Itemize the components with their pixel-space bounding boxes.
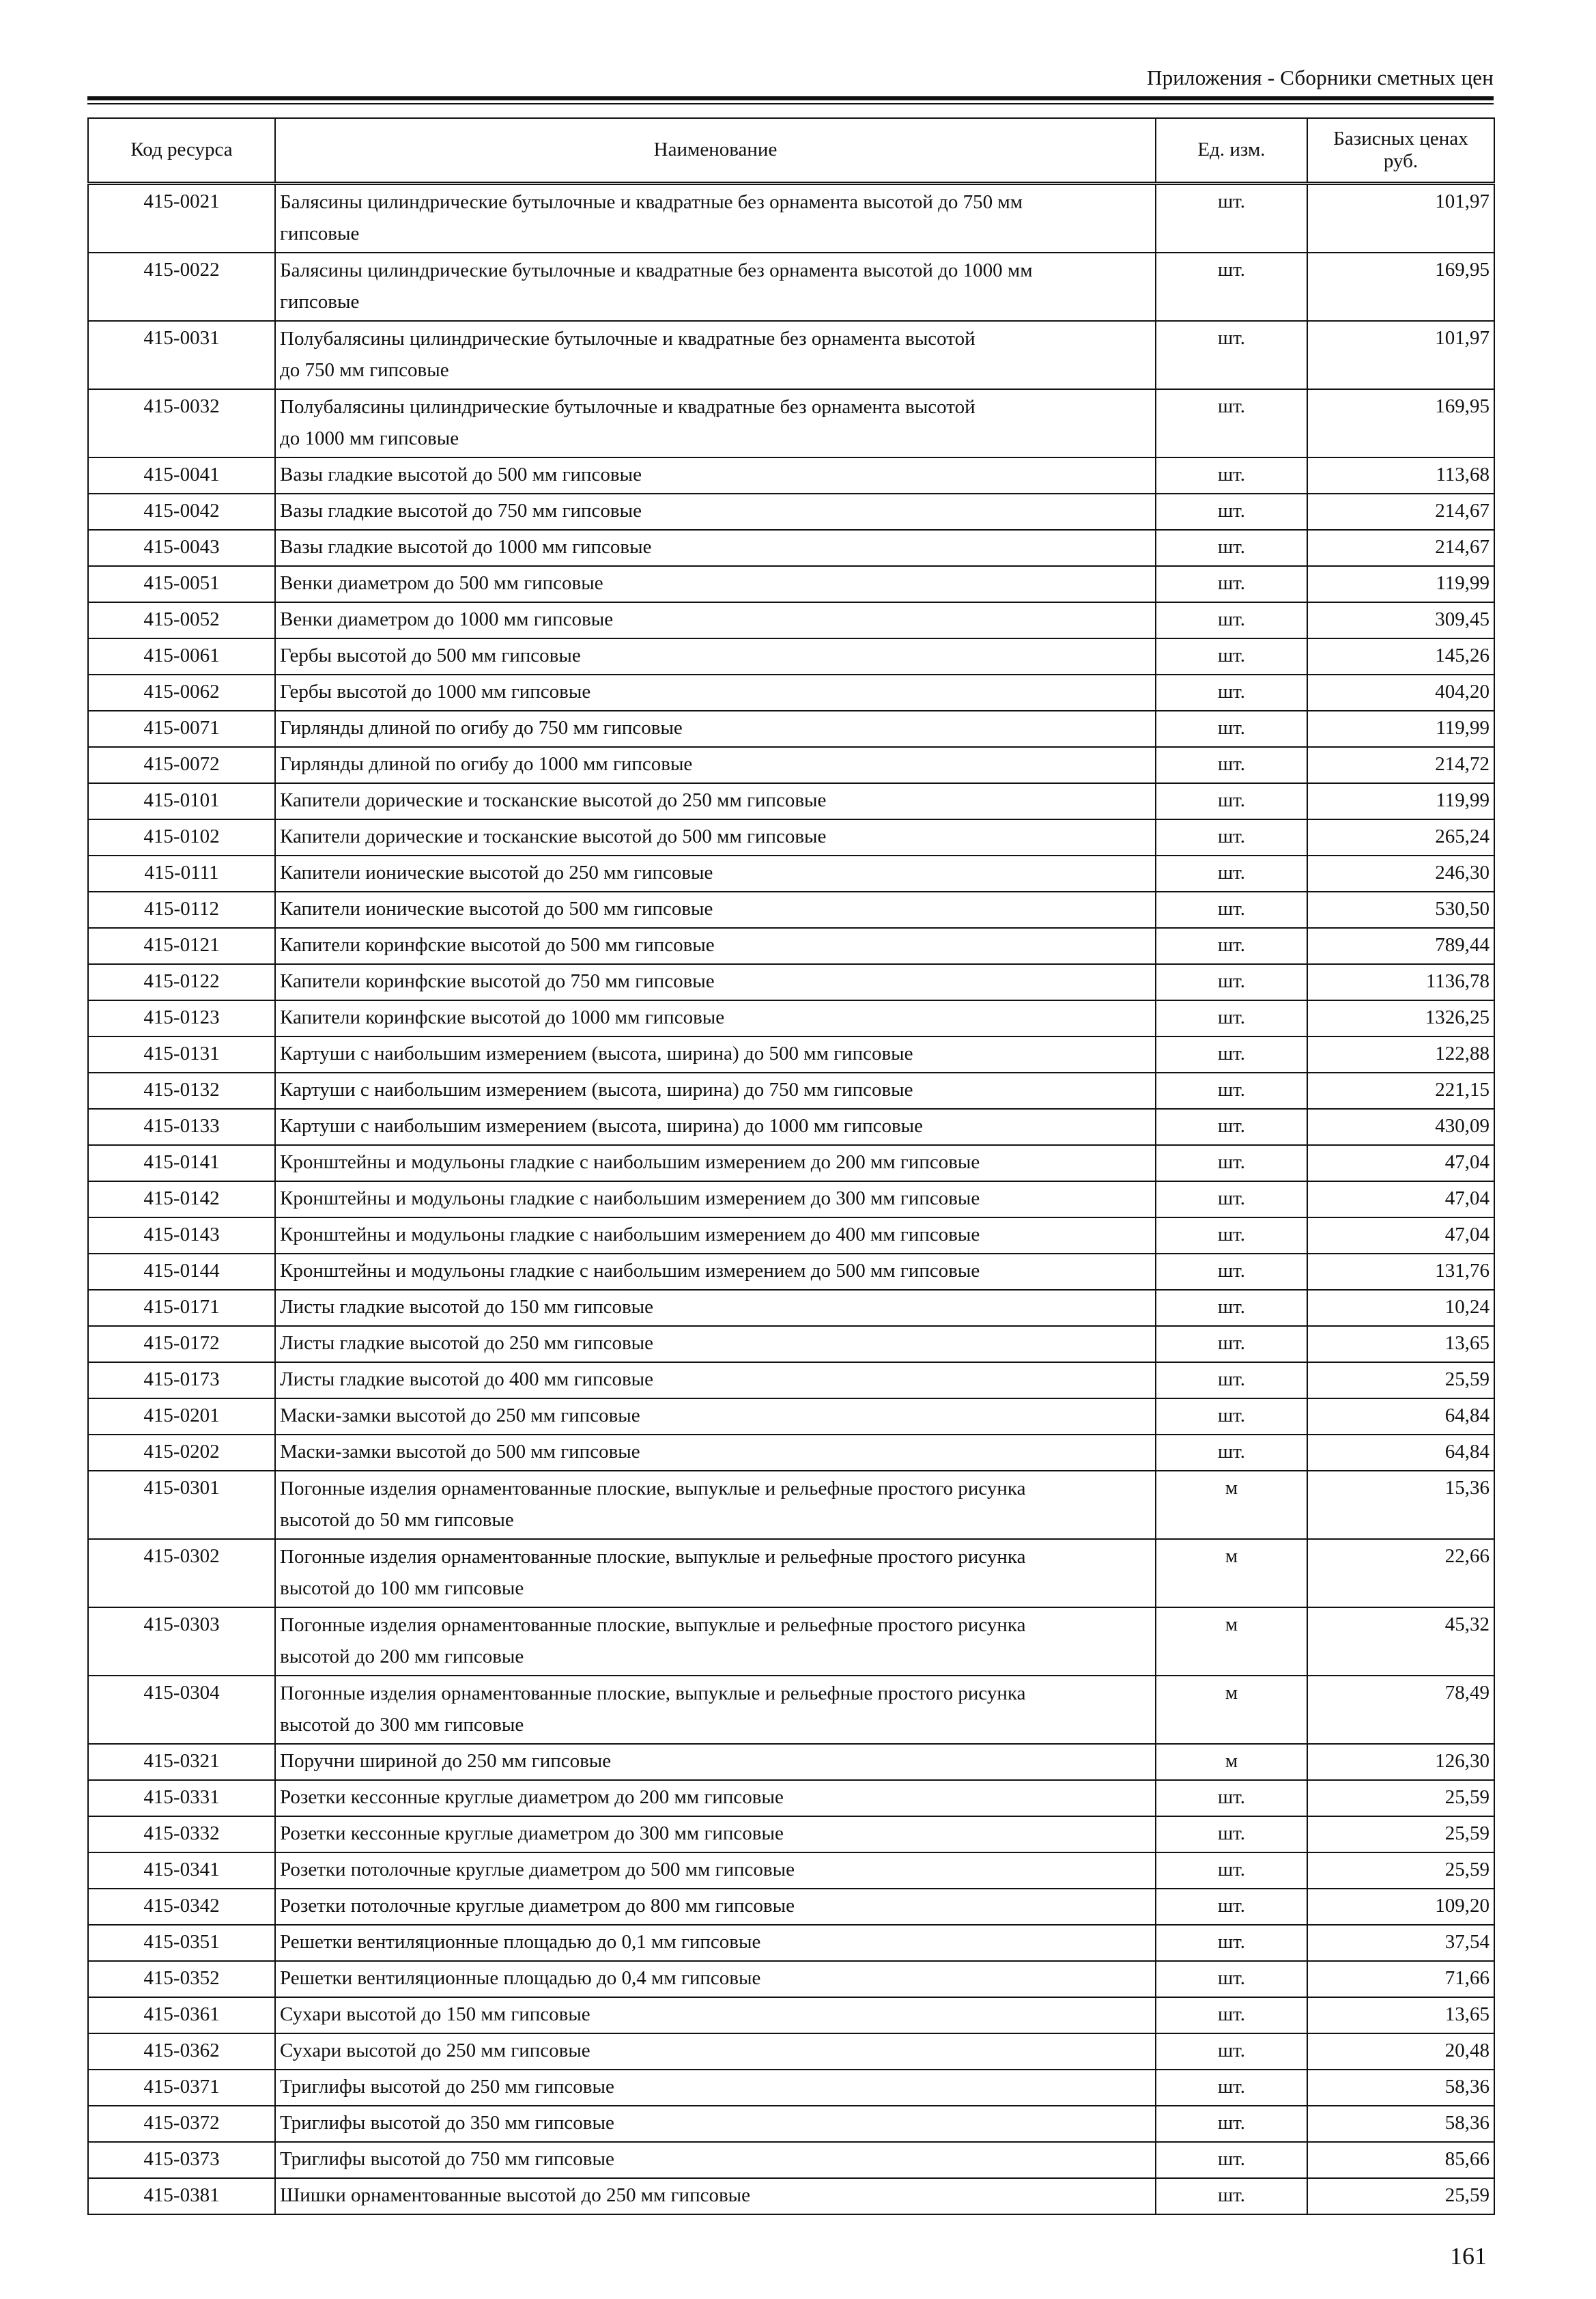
cell-item-name: Венки диаметром до 500 мм гипсовые bbox=[275, 566, 1156, 602]
cell-resource-code: 415-0302 bbox=[88, 1539, 275, 1607]
cell-unit: шт. bbox=[1156, 1217, 1307, 1254]
cell-item-name: Кронштейны и модульоны гладкие с наибольшим измерением до 500 мм гипсовые bbox=[275, 1254, 1156, 1290]
cell-unit: шт. bbox=[1156, 1997, 1307, 2033]
cell-unit: шт. bbox=[1156, 184, 1307, 253]
cell-item-name: Гербы высотой до 500 мм гипсовые bbox=[275, 638, 1156, 675]
table-row bbox=[88, 1073, 1494, 1109]
cell-unit: шт. bbox=[1156, 1254, 1307, 1290]
cell-item-name: Розетки кессонные круглые диаметром до 300 мм гипсовые bbox=[275, 1816, 1156, 1852]
table-row bbox=[88, 2070, 1494, 2106]
table-row bbox=[88, 2142, 1494, 2178]
cell-unit: шт. bbox=[1156, 457, 1307, 494]
cell-item-name: Вазы гладкие высотой до 500 мм гипсовые bbox=[275, 457, 1156, 494]
cell-resource-code: 415-0351 bbox=[88, 1925, 275, 1961]
cell-base-price: 85,66 bbox=[1307, 2142, 1494, 2178]
cell-item-name: Гирлянды длиной по огибу до 750 мм гипсовые bbox=[275, 711, 1156, 747]
cell-item-name: Розетки кессонные круглые диаметром до 200 мм гипсовые bbox=[275, 1780, 1156, 1816]
cell-item-name: Триглифы высотой до 350 мм гипсовые bbox=[275, 2106, 1156, 2142]
cell-item-name: Розетки потолочные круглые диаметром до 800 мм гипсовые bbox=[275, 1889, 1156, 1925]
cell-resource-code: 415-0041 bbox=[88, 457, 275, 494]
table-row bbox=[88, 747, 1494, 783]
cell-resource-code: 415-0143 bbox=[88, 1217, 275, 1254]
table-row bbox=[88, 1961, 1494, 1997]
cell-resource-code: 415-0371 bbox=[88, 2070, 275, 2106]
table-row bbox=[88, 2106, 1494, 2142]
cell-item-name: Капители коринфские высотой до 500 мм гипсовые bbox=[275, 928, 1156, 964]
cell-unit: шт. bbox=[1156, 1290, 1307, 1326]
cell-resource-code: 415-0022 bbox=[88, 253, 275, 321]
table-row bbox=[88, 1362, 1494, 1398]
table-row bbox=[88, 2033, 1494, 2070]
cell-resource-code: 415-0342 bbox=[88, 1889, 275, 1925]
cell-unit: шт. bbox=[1156, 1109, 1307, 1145]
cell-resource-code: 415-0061 bbox=[88, 638, 275, 675]
cell-resource-code: 415-0352 bbox=[88, 1961, 275, 1997]
cell-base-price: 25,59 bbox=[1307, 1816, 1494, 1852]
cell-unit: шт. bbox=[1156, 1326, 1307, 1362]
cell-item-name: Полубалясины цилиндрические бутылочные и квадратные без орнамента высотой до 1000 мм гипсовые bbox=[275, 389, 1156, 457]
cell-resource-code: 415-0051 bbox=[88, 566, 275, 602]
cell-base-price: 25,59 bbox=[1307, 1852, 1494, 1889]
column-header-name: Наименование bbox=[275, 118, 1156, 184]
table-row bbox=[88, 1217, 1494, 1254]
cell-item-name: Вазы гладкие высотой до 1000 мм гипсовые bbox=[275, 530, 1156, 566]
table-row bbox=[88, 856, 1494, 892]
cell-base-price: 131,76 bbox=[1307, 1254, 1494, 1290]
table-row bbox=[88, 1816, 1494, 1852]
cell-base-price: 169,95 bbox=[1307, 389, 1494, 457]
cell-unit: м bbox=[1156, 1744, 1307, 1780]
cell-item-name: Балясины цилиндрические бутылочные и квадратные без орнамента высотой до 750 мм гипсовые bbox=[275, 184, 1156, 253]
cell-unit: шт. bbox=[1156, 1816, 1307, 1852]
cell-base-price: 113,68 bbox=[1307, 457, 1494, 494]
table-header bbox=[88, 118, 1494, 184]
table-row bbox=[88, 1036, 1494, 1073]
table-row bbox=[88, 1398, 1494, 1435]
table-row bbox=[88, 1925, 1494, 1961]
cell-item-name: Балясины цилиндрические бутылочные и квадратные без орнамента высотой до 1000 мм гипсовые bbox=[275, 253, 1156, 321]
cell-unit: шт. bbox=[1156, 1362, 1307, 1398]
cell-resource-code: 415-0062 bbox=[88, 675, 275, 711]
cell-resource-code: 415-0072 bbox=[88, 747, 275, 783]
cell-base-price: 20,48 bbox=[1307, 2033, 1494, 2070]
cell-item-name: Погонные изделия орнаментованные плоские, выпуклые и рельефные простого рисунка высотой до 50 мм гипсовые bbox=[275, 1471, 1156, 1539]
cell-item-name: Листы гладкие высотой до 150 мм гипсовые bbox=[275, 1290, 1156, 1326]
cell-unit: шт. bbox=[1156, 1780, 1307, 1816]
cell-item-name: Венки диаметром до 1000 мм гипсовые bbox=[275, 602, 1156, 638]
cell-item-name: Капители дорические и тосканские высотой до 500 мм гипсовые bbox=[275, 819, 1156, 856]
cell-resource-code: 415-0122 bbox=[88, 964, 275, 1000]
cell-resource-code: 415-0373 bbox=[88, 2142, 275, 2178]
table-row bbox=[88, 1000, 1494, 1036]
cell-resource-code: 415-0031 bbox=[88, 321, 275, 389]
cell-base-price: 71,66 bbox=[1307, 1961, 1494, 1997]
cell-resource-code: 415-0131 bbox=[88, 1036, 275, 1073]
cell-base-price: 13,65 bbox=[1307, 1997, 1494, 2033]
cell-unit: шт. bbox=[1156, 638, 1307, 675]
cell-resource-code: 415-0202 bbox=[88, 1435, 275, 1471]
cell-unit: шт. bbox=[1156, 928, 1307, 964]
cell-resource-code: 415-0332 bbox=[88, 1816, 275, 1852]
cell-unit: шт. bbox=[1156, 711, 1307, 747]
cell-unit: шт. bbox=[1156, 321, 1307, 389]
cell-unit: м bbox=[1156, 1607, 1307, 1676]
cell-unit: шт. bbox=[1156, 819, 1307, 856]
cell-unit: шт. bbox=[1156, 1961, 1307, 1997]
table-row bbox=[88, 1997, 1494, 2033]
cell-item-name: Маски-замки высотой до 250 мм гипсовые bbox=[275, 1398, 1156, 1435]
cell-item-name: Капители ионические высотой до 500 мм гипсовые bbox=[275, 892, 1156, 928]
cell-unit: шт. bbox=[1156, 1925, 1307, 1961]
cell-item-name: Капители ионические высотой до 250 мм гипсовые bbox=[275, 856, 1156, 892]
cell-item-name: Сухари высотой до 250 мм гипсовые bbox=[275, 2033, 1156, 2070]
cell-base-price: 119,99 bbox=[1307, 783, 1494, 819]
header-rule-thin bbox=[87, 103, 1494, 104]
table-row bbox=[88, 638, 1494, 675]
cell-unit: шт. bbox=[1156, 1145, 1307, 1181]
cell-base-price: 101,97 bbox=[1307, 184, 1494, 253]
table-row bbox=[88, 253, 1494, 321]
cell-unit: шт. bbox=[1156, 1889, 1307, 1925]
header-rule-thick bbox=[87, 96, 1494, 100]
table-row bbox=[88, 1326, 1494, 1362]
cell-item-name: Решетки вентиляционные площадью до 0,1 мм гипсовые bbox=[275, 1925, 1156, 1961]
cell-unit: шт. bbox=[1156, 530, 1307, 566]
cell-unit: шт. bbox=[1156, 892, 1307, 928]
cell-resource-code: 415-0142 bbox=[88, 1181, 275, 1217]
cell-base-price: 10,24 bbox=[1307, 1290, 1494, 1326]
cell-unit: м bbox=[1156, 1471, 1307, 1539]
cell-item-name: Вазы гладкие высотой до 750 мм гипсовые bbox=[275, 494, 1156, 530]
cell-base-price: 25,59 bbox=[1307, 2178, 1494, 2214]
cell-resource-code: 415-0172 bbox=[88, 1326, 275, 1362]
cell-resource-code: 415-0121 bbox=[88, 928, 275, 964]
cell-resource-code: 415-0201 bbox=[88, 1398, 275, 1435]
cell-base-price: 101,97 bbox=[1307, 321, 1494, 389]
table-row bbox=[88, 1539, 1494, 1607]
cell-unit: шт. bbox=[1156, 2142, 1307, 2178]
cell-resource-code: 415-0301 bbox=[88, 1471, 275, 1539]
table-row bbox=[88, 1109, 1494, 1145]
cell-base-price: 64,84 bbox=[1307, 1435, 1494, 1471]
cell-item-name: Листы гладкие высотой до 250 мм гипсовые bbox=[275, 1326, 1156, 1362]
cell-unit: шт. bbox=[1156, 1398, 1307, 1435]
cell-base-price: 15,36 bbox=[1307, 1471, 1494, 1539]
cell-base-price: 126,30 bbox=[1307, 1744, 1494, 1780]
cell-resource-code: 415-0173 bbox=[88, 1362, 275, 1398]
cell-base-price: 37,54 bbox=[1307, 1925, 1494, 1961]
cell-unit: шт. bbox=[1156, 2106, 1307, 2142]
column-header-price: Базисных ценах руб. bbox=[1307, 118, 1494, 184]
table-row bbox=[88, 711, 1494, 747]
cell-base-price: 13,65 bbox=[1307, 1326, 1494, 1362]
cell-base-price: 45,32 bbox=[1307, 1607, 1494, 1676]
cell-base-price: 109,20 bbox=[1307, 1889, 1494, 1925]
cell-item-name: Погонные изделия орнаментованные плоские, выпуклые и рельефные простого рисунка высотой до 200 мм гипсовые bbox=[275, 1607, 1156, 1676]
cell-base-price: 64,84 bbox=[1307, 1398, 1494, 1435]
cell-base-price: 47,04 bbox=[1307, 1217, 1494, 1254]
cell-unit: шт. bbox=[1156, 783, 1307, 819]
cell-resource-code: 415-0381 bbox=[88, 2178, 275, 2214]
table-row bbox=[88, 1145, 1494, 1181]
cell-resource-code: 415-0043 bbox=[88, 530, 275, 566]
cell-resource-code: 415-0052 bbox=[88, 602, 275, 638]
cell-base-price: 25,59 bbox=[1307, 1362, 1494, 1398]
cell-base-price: 246,30 bbox=[1307, 856, 1494, 892]
table-row bbox=[88, 321, 1494, 389]
cell-resource-code: 415-0111 bbox=[88, 856, 275, 892]
cell-unit: шт. bbox=[1156, 1181, 1307, 1217]
cell-resource-code: 415-0171 bbox=[88, 1290, 275, 1326]
cell-resource-code: 415-0032 bbox=[88, 389, 275, 457]
cell-item-name: Полубалясины цилиндрические бутылочные и квадратные без орнамента высотой до 750 мм гипсовые bbox=[275, 321, 1156, 389]
table-row bbox=[88, 783, 1494, 819]
cell-unit: шт. bbox=[1156, 1852, 1307, 1889]
cell-item-name: Триглифы высотой до 750 мм гипсовые bbox=[275, 2142, 1156, 2178]
cell-base-price: 430,09 bbox=[1307, 1109, 1494, 1145]
table-row bbox=[88, 1435, 1494, 1471]
table-row bbox=[88, 1852, 1494, 1889]
table-row bbox=[88, 457, 1494, 494]
cell-item-name: Картуши с наибольшим измерением (высота, ширина) до 1000 мм гипсовые bbox=[275, 1109, 1156, 1145]
cell-item-name: Капители коринфские высотой до 1000 мм гипсовые bbox=[275, 1000, 1156, 1036]
cell-item-name: Капители дорические и тосканские высотой до 250 мм гипсовые bbox=[275, 783, 1156, 819]
cell-item-name: Гербы высотой до 1000 мм гипсовые bbox=[275, 675, 1156, 711]
cell-item-name: Погонные изделия орнаментованные плоские, выпуклые и рельефные простого рисунка высотой до 300 мм гипсовые bbox=[275, 1676, 1156, 1744]
table-row bbox=[88, 964, 1494, 1000]
table-row bbox=[88, 494, 1494, 530]
cell-resource-code: 415-0071 bbox=[88, 711, 275, 747]
table-row bbox=[88, 928, 1494, 964]
table-row bbox=[88, 389, 1494, 457]
cell-base-price: 145,26 bbox=[1307, 638, 1494, 675]
cell-base-price: 58,36 bbox=[1307, 2070, 1494, 2106]
cell-unit: шт. bbox=[1156, 494, 1307, 530]
table-row bbox=[88, 1676, 1494, 1744]
table-row bbox=[88, 530, 1494, 566]
cell-item-name: Сухари высотой до 150 мм гипсовые bbox=[275, 1997, 1156, 2033]
cell-unit: шт. bbox=[1156, 2178, 1307, 2214]
cell-base-price: 58,36 bbox=[1307, 2106, 1494, 2142]
cell-unit: шт. bbox=[1156, 747, 1307, 783]
cell-base-price: 78,49 bbox=[1307, 1676, 1494, 1744]
cell-unit: шт. bbox=[1156, 964, 1307, 1000]
cell-item-name: Маски-замки высотой до 500 мм гипсовые bbox=[275, 1435, 1156, 1471]
cell-base-price: 530,50 bbox=[1307, 892, 1494, 928]
cell-item-name: Листы гладкие высотой до 400 мм гипсовые bbox=[275, 1362, 1156, 1398]
table-row bbox=[88, 1780, 1494, 1816]
page-header-title: Приложения - Сборники сметных цен bbox=[1146, 66, 1494, 89]
cell-item-name: Капители коринфские высотой до 750 мм гипсовые bbox=[275, 964, 1156, 1000]
table-header-row bbox=[88, 118, 1494, 184]
table-row bbox=[88, 566, 1494, 602]
price-table bbox=[87, 117, 1495, 2215]
cell-item-name: Решетки вентиляционные площадью до 0,4 мм гипсовые bbox=[275, 1961, 1156, 1997]
cell-unit: м bbox=[1156, 1676, 1307, 1744]
cell-resource-code: 415-0362 bbox=[88, 2033, 275, 2070]
table-row bbox=[88, 1254, 1494, 1290]
cell-resource-code: 415-0123 bbox=[88, 1000, 275, 1036]
cell-unit: шт. bbox=[1156, 2070, 1307, 2106]
cell-unit: шт. bbox=[1156, 566, 1307, 602]
cell-item-name: Картуши с наибольшим измерением (высота, ширина) до 750 мм гипсовые bbox=[275, 1073, 1156, 1109]
cell-unit: м bbox=[1156, 1539, 1307, 1607]
cell-resource-code: 415-0021 bbox=[88, 184, 275, 253]
cell-base-price: 119,99 bbox=[1307, 711, 1494, 747]
cell-unit: шт. bbox=[1156, 2033, 1307, 2070]
cell-base-price: 214,72 bbox=[1307, 747, 1494, 783]
cell-resource-code: 415-0331 bbox=[88, 1780, 275, 1816]
cell-resource-code: 415-0341 bbox=[88, 1852, 275, 1889]
cell-base-price: 22,66 bbox=[1307, 1539, 1494, 1607]
cell-resource-code: 415-0361 bbox=[88, 1997, 275, 2033]
cell-resource-code: 415-0133 bbox=[88, 1109, 275, 1145]
cell-base-price: 404,20 bbox=[1307, 675, 1494, 711]
table-row bbox=[88, 1181, 1494, 1217]
cell-resource-code: 415-0101 bbox=[88, 783, 275, 819]
cell-base-price: 789,44 bbox=[1307, 928, 1494, 964]
cell-resource-code: 415-0141 bbox=[88, 1145, 275, 1181]
column-header-code: Код ресурса bbox=[88, 118, 275, 184]
table-row bbox=[88, 819, 1494, 856]
cell-base-price: 309,45 bbox=[1307, 602, 1494, 638]
table-row bbox=[88, 2178, 1494, 2214]
table-row bbox=[88, 602, 1494, 638]
table-row bbox=[88, 1607, 1494, 1676]
cell-resource-code: 415-0144 bbox=[88, 1254, 275, 1290]
cell-resource-code: 415-0132 bbox=[88, 1073, 275, 1109]
table-row bbox=[88, 1471, 1494, 1539]
cell-resource-code: 415-0321 bbox=[88, 1744, 275, 1780]
cell-resource-code: 415-0102 bbox=[88, 819, 275, 856]
cell-item-name: Кронштейны и модульоны гладкие с наибольшим измерением до 400 мм гипсовые bbox=[275, 1217, 1156, 1254]
page-number: 161 bbox=[1450, 2242, 1487, 2270]
cell-unit: шт. bbox=[1156, 602, 1307, 638]
table-row bbox=[88, 184, 1494, 253]
cell-unit: шт. bbox=[1156, 1073, 1307, 1109]
cell-unit: шт. bbox=[1156, 253, 1307, 321]
cell-base-price: 214,67 bbox=[1307, 494, 1494, 530]
cell-resource-code: 415-0042 bbox=[88, 494, 275, 530]
cell-base-price: 214,67 bbox=[1307, 530, 1494, 566]
cell-unit: шт. bbox=[1156, 1000, 1307, 1036]
table-row bbox=[88, 675, 1494, 711]
cell-base-price: 47,04 bbox=[1307, 1145, 1494, 1181]
cell-item-name: Гирлянды длиной по огибу до 1000 мм гипсовые bbox=[275, 747, 1156, 783]
cell-base-price: 265,24 bbox=[1307, 819, 1494, 856]
column-header-unit: Ед. изм. bbox=[1156, 118, 1307, 184]
cell-base-price: 119,99 bbox=[1307, 566, 1494, 602]
cell-item-name: Поручни шириной до 250 мм гипсовые bbox=[275, 1744, 1156, 1780]
cell-base-price: 47,04 bbox=[1307, 1181, 1494, 1217]
cell-resource-code: 415-0304 bbox=[88, 1676, 275, 1744]
cell-item-name: Кронштейны и модульоны гладкие с наибольшим измерением до 200 мм гипсовые bbox=[275, 1145, 1156, 1181]
cell-unit: шт. bbox=[1156, 1036, 1307, 1073]
cell-base-price: 25,59 bbox=[1307, 1780, 1494, 1816]
cell-item-name: Картуши с наибольшим измерением (высота, ширина) до 500 мм гипсовые bbox=[275, 1036, 1156, 1073]
cell-item-name: Триглифы высотой до 250 мм гипсовые bbox=[275, 2070, 1156, 2106]
cell-item-name: Погонные изделия орнаментованные плоские, выпуклые и рельефные простого рисунка высотой до 100 мм гипсовые bbox=[275, 1539, 1156, 1607]
cell-base-price: 221,15 bbox=[1307, 1073, 1494, 1109]
cell-base-price: 169,95 bbox=[1307, 253, 1494, 321]
table-row bbox=[88, 1744, 1494, 1780]
cell-resource-code: 415-0303 bbox=[88, 1607, 275, 1676]
cell-base-price: 1136,78 bbox=[1307, 964, 1494, 1000]
cell-unit: шт. bbox=[1156, 1435, 1307, 1471]
cell-item-name: Кронштейны и модульоны гладкие с наибольшим измерением до 300 мм гипсовые bbox=[275, 1181, 1156, 1217]
table-row bbox=[88, 892, 1494, 928]
table-row bbox=[88, 1290, 1494, 1326]
cell-item-name: Розетки потолочные круглые диаметром до 500 мм гипсовые bbox=[275, 1852, 1156, 1889]
cell-resource-code: 415-0112 bbox=[88, 892, 275, 928]
table-body bbox=[88, 184, 1494, 2215]
cell-unit: шт. bbox=[1156, 856, 1307, 892]
cell-item-name: Шишки орнаментованные высотой до 250 мм гипсовые bbox=[275, 2178, 1156, 2214]
cell-base-price: 122,88 bbox=[1307, 1036, 1494, 1073]
cell-unit: шт. bbox=[1156, 675, 1307, 711]
table-row bbox=[88, 1889, 1494, 1925]
cell-base-price: 1326,25 bbox=[1307, 1000, 1494, 1036]
cell-unit: шт. bbox=[1156, 389, 1307, 457]
cell-resource-code: 415-0372 bbox=[88, 2106, 275, 2142]
